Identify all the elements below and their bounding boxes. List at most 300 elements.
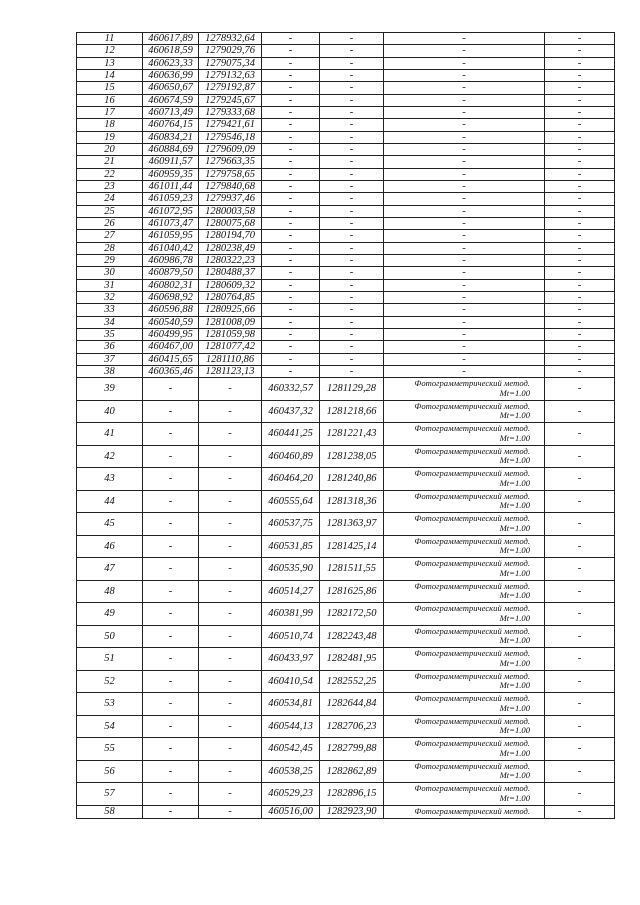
cell-y-new: - [320,205,384,217]
cell-y-old: - [199,535,262,558]
cell-error: - [545,279,615,291]
cell-y-new: 1281221,43 [320,423,384,446]
cell-x-old: 460365,46 [143,365,199,377]
cell-x-new: 460510,74 [262,625,320,648]
cell-point-number: 51 [77,648,143,671]
cell-point-number: 14 [77,69,143,81]
cell-x-new: 460516,00 [262,805,320,818]
cell-x-old: 460986,78 [143,254,199,266]
cell-method: - [384,279,545,291]
cell-method: - [384,180,545,192]
cell-y-new: - [320,119,384,131]
cell-y-new: - [320,304,384,316]
method-accuracy: Mt=1.00 [499,680,530,691]
cell-error: - [545,558,615,581]
cell-point-number: 39 [77,378,143,401]
cell-x-old: 460674,59 [143,94,199,106]
cell-y-old: 1279132,63 [199,69,262,81]
table-row [77,558,615,581]
cell-point-number: 52 [77,670,143,693]
coordinates-page [76,32,614,819]
cell-y-old: - [199,445,262,468]
cell-y-new: 1282896,15 [320,783,384,806]
cell-x-old: - [143,760,199,783]
cell-x-new: - [262,131,320,143]
cell-x-old: 461059,95 [143,230,199,242]
cell-y-old: 1279840,68 [199,180,262,192]
cell-x-old: - [143,783,199,806]
method-accuracy: Mt=1.00 [499,702,530,713]
cell-x-old: 460623,33 [143,57,199,69]
cell-method [384,715,545,738]
table-row [77,738,615,761]
cell-y-new: 1282799,88 [320,738,384,761]
cell-method: - [384,304,545,316]
cell-y-old: - [199,670,262,693]
method-accuracy: Mt=1.00 [499,567,530,578]
cell-y-new: - [320,341,384,353]
method-name: Фотограмметрический метод. [414,400,530,411]
cell-y-old: 1281123,13 [199,365,262,377]
cell-x-old: - [143,378,199,401]
cell-y-old: 1279663,35 [199,156,262,168]
cell-y-new: 1282172,50 [320,603,384,626]
cell-y-new: 1281129,28 [320,378,384,401]
cell-x-new: - [262,82,320,94]
table-row [77,230,615,242]
cell-error: - [545,353,615,365]
cell-y-old: - [199,490,262,513]
cell-point-number: 38 [77,365,143,377]
cell-error: - [545,693,615,716]
method-name: Фотограмметрический метод. [414,535,530,546]
table-row [77,423,615,446]
cell-method [384,783,545,806]
method-name: Фотограмметрический метод. [414,693,530,704]
cell-method [384,580,545,603]
cell-x-new: 460555,64 [262,490,320,513]
cell-x-new: 460332,57 [262,378,320,401]
cell-error: - [545,513,615,536]
cell-method: - [384,45,545,57]
table-row [77,94,615,106]
cell-method: - [384,131,545,143]
method-accuracy: Mt=1.00 [499,657,530,668]
cell-method: - [384,143,545,155]
cell-method [384,693,545,716]
cell-y-old: 1281059,98 [199,328,262,340]
cell-x-old: 461011,44 [143,180,199,192]
cell-error: - [545,468,615,491]
table-row [77,535,615,558]
cell-x-new: - [262,106,320,118]
cell-x-new: 460514,27 [262,580,320,603]
cell-y-new: - [320,316,384,328]
cell-x-old: 460618,59 [143,45,199,57]
cell-x-new: - [262,33,320,45]
cell-y-old: 1280764,85 [199,291,262,303]
cell-y-new: 1282862,89 [320,760,384,783]
table-row [77,400,615,423]
cell-y-old: 1279421,61 [199,119,262,131]
table-row [77,106,615,118]
cell-y-new: 1281363,97 [320,513,384,536]
cell-error: - [545,490,615,513]
cell-point-number: 57 [77,783,143,806]
table-row [77,603,615,626]
cell-x-old: - [143,445,199,468]
method-name: Фотограмметрический метод. [414,378,530,389]
cell-x-old: - [143,490,199,513]
cell-x-old: 460698,92 [143,291,199,303]
method-name: Фотограмметрический метод. [414,490,530,501]
cell-error: - [545,143,615,155]
cell-y-old: - [199,400,262,423]
cell-y-old: - [199,558,262,581]
method-name: Фотограмметрический метод. [414,468,530,479]
cell-point-number: 31 [77,279,143,291]
cell-x-new: - [262,119,320,131]
cell-x-new: - [262,242,320,254]
cell-error: - [545,180,615,192]
cell-error: - [545,45,615,57]
cell-x-new: 460381,99 [262,603,320,626]
cell-x-old: 460617,89 [143,33,199,45]
method-name: Фотограмметрический метод. [414,783,530,794]
cell-x-old: 460650,67 [143,82,199,94]
cell-method [384,468,545,491]
table-row [77,328,615,340]
cell-x-new: - [262,205,320,217]
cell-x-old: 461072,95 [143,205,199,217]
cell-method [384,805,545,818]
cell-x-old: 461059,23 [143,193,199,205]
cell-x-old: 460911,57 [143,156,199,168]
table-row [77,57,615,69]
cell-point-number: 18 [77,119,143,131]
method-name: Фотограмметрический метод. [414,603,530,614]
cell-error: - [545,738,615,761]
cell-method [384,445,545,468]
method-accuracy: Mt=1.00 [499,635,530,646]
cell-x-new: 460531,85 [262,535,320,558]
cell-y-old: 1278932,64 [199,33,262,45]
cell-x-old: 461040,42 [143,242,199,254]
cell-y-old: 1279192,87 [199,82,262,94]
cell-error: - [545,423,615,446]
method-name: Фотограмметрический метод. [414,625,530,636]
cell-y-new: - [320,328,384,340]
cell-error: - [545,760,615,783]
cell-point-number: 41 [77,423,143,446]
cell-point-number: 45 [77,513,143,536]
cell-error: - [545,316,615,328]
cell-method: - [384,365,545,377]
cell-y-old: - [199,423,262,446]
cell-x-new: 460464,20 [262,468,320,491]
cell-error: - [545,57,615,69]
cell-y-new: 1282481,95 [320,648,384,671]
cell-point-number: 33 [77,304,143,316]
cell-y-new: - [320,254,384,266]
cell-x-old: - [143,805,199,818]
cell-x-new: 460538,25 [262,760,320,783]
cell-error: - [545,69,615,81]
cell-x-new: 460433,97 [262,648,320,671]
cell-point-number: 21 [77,156,143,168]
table-row [77,715,615,738]
cell-method: - [384,156,545,168]
cell-y-old: - [199,715,262,738]
cell-y-old: - [199,648,262,671]
cell-point-number: 49 [77,603,143,626]
cell-method: - [384,242,545,254]
cell-method: - [384,316,545,328]
cell-point-number: 50 [77,625,143,648]
cell-y-old: 1279029,76 [199,45,262,57]
cell-x-old: - [143,738,199,761]
cell-error: - [545,33,615,45]
cell-error: - [545,400,615,423]
cell-y-old: - [199,760,262,783]
cell-error: - [545,267,615,279]
cell-method [384,490,545,513]
cell-y-new: - [320,365,384,377]
cell-x-new: - [262,193,320,205]
cell-error: - [545,580,615,603]
cell-point-number: 43 [77,468,143,491]
table-row [77,143,615,155]
cell-y-new: 1282644,84 [320,693,384,716]
cell-x-new: - [262,180,320,192]
table-row [77,119,615,131]
cell-point-number: 15 [77,82,143,94]
cell-y-old: 1279937,46 [199,193,262,205]
cell-error: - [545,217,615,229]
cell-method [384,738,545,761]
method-name: Фотограмметрический метод. [414,715,530,726]
cell-y-new: - [320,242,384,254]
cell-x-new: 460534,81 [262,693,320,716]
method-accuracy: Mt=1.00 [499,432,530,443]
cell-y-old: - [199,603,262,626]
cell-y-new: - [320,131,384,143]
cell-point-number: 58 [77,805,143,818]
table-row [77,217,615,229]
cell-x-old: - [143,715,199,738]
cell-x-new: 460535,90 [262,558,320,581]
cell-method: - [384,82,545,94]
cell-method: - [384,254,545,266]
table-row [77,648,615,671]
table-row [77,279,615,291]
cell-method: - [384,33,545,45]
cell-x-old: - [143,603,199,626]
cell-error: - [545,328,615,340]
cell-point-number: 55 [77,738,143,761]
cell-x-new: - [262,304,320,316]
cell-point-number: 24 [77,193,143,205]
cell-point-number: 46 [77,535,143,558]
cell-x-new: 460460,89 [262,445,320,468]
method-accuracy: Mt=1.00 [499,410,530,421]
table-row [77,490,615,513]
cell-error: - [545,341,615,353]
cell-error: - [545,242,615,254]
method-accuracy: Mt=1.00 [499,770,530,781]
cell-x-old: 460959,35 [143,168,199,180]
cell-point-number: 48 [77,580,143,603]
table-row [77,131,615,143]
cell-method: - [384,267,545,279]
cell-point-number: 40 [77,400,143,423]
cell-x-new: - [262,254,320,266]
cell-method: - [384,106,545,118]
cell-method [384,625,545,648]
table-row [77,82,615,94]
cell-x-new: - [262,156,320,168]
cell-x-new: 460542,45 [262,738,320,761]
method-accuracy: Mt=1.00 [499,387,530,398]
cell-method [384,558,545,581]
cell-method [384,760,545,783]
cell-error: - [545,156,615,168]
cell-x-new: - [262,365,320,377]
cell-y-old: - [199,378,262,401]
cell-y-old: - [199,783,262,806]
cell-x-new: - [262,45,320,57]
table-row [77,513,615,536]
cell-method: - [384,230,545,242]
cell-x-new: - [262,279,320,291]
cell-method [384,513,545,536]
cell-y-new: - [320,279,384,291]
cell-y-new: 1281511,55 [320,558,384,581]
cell-error: - [545,94,615,106]
cell-x-new: - [262,353,320,365]
cell-method: - [384,328,545,340]
cell-method [384,603,545,626]
cell-x-new: - [262,328,320,340]
cell-x-new: - [262,316,320,328]
coordinates-table [76,32,615,819]
cell-x-new: - [262,230,320,242]
cell-x-old: - [143,693,199,716]
cell-point-number: 12 [77,45,143,57]
cell-point-number: 22 [77,168,143,180]
cell-x-new: - [262,267,320,279]
cell-y-new: 1281318,36 [320,490,384,513]
cell-x-new: 460537,75 [262,513,320,536]
table-row [77,180,615,192]
cell-method [384,423,545,446]
cell-y-new: - [320,168,384,180]
cell-method: - [384,94,545,106]
cell-y-new: - [320,57,384,69]
table-row [77,254,615,266]
cell-error: - [545,378,615,401]
cell-point-number: 32 [77,291,143,303]
method-accuracy: Mt=1.00 [499,612,530,623]
cell-y-old: - [199,738,262,761]
cell-x-old: 460802,31 [143,279,199,291]
cell-point-number: 35 [77,328,143,340]
cell-x-old: 460764,15 [143,119,199,131]
method-accuracy: Mt=1.00 [499,725,530,736]
cell-y-new: - [320,33,384,45]
method-accuracy: Mt=1.00 [499,792,530,803]
cell-y-new: 1282706,23 [320,715,384,738]
table-row [77,45,615,57]
cell-error: - [545,82,615,94]
method-name: Фотограмметрический метод. [414,580,530,591]
cell-x-new: 460441,25 [262,423,320,446]
cell-method: - [384,205,545,217]
cell-x-new: - [262,57,320,69]
cell-y-new: 1282243,48 [320,625,384,648]
cell-method [384,400,545,423]
cell-point-number: 42 [77,445,143,468]
table-row [77,760,615,783]
cell-y-new: 1281238,05 [320,445,384,468]
method-name: Фотограмметрический метод. [414,806,530,817]
cell-y-old: 1280609,32 [199,279,262,291]
table-row [77,580,615,603]
cell-x-old: - [143,535,199,558]
table-row [77,353,615,365]
cell-y-new: - [320,291,384,303]
cell-y-old: 1281110,86 [199,353,262,365]
cell-method [384,535,545,558]
cell-y-old: 1279758,65 [199,168,262,180]
method-name: Фотограмметрический метод. [414,760,530,771]
cell-error: - [545,625,615,648]
table-row [77,365,615,377]
cell-point-number: 28 [77,242,143,254]
cell-error: - [545,193,615,205]
table-row [77,193,615,205]
cell-x-old: 460540,59 [143,316,199,328]
table-row [77,445,615,468]
cell-x-old: - [143,513,199,536]
method-name: Фотограмметрический метод. [414,513,530,524]
cell-error: - [545,805,615,818]
cell-x-old: 460499,95 [143,328,199,340]
table-row [77,33,615,45]
method-name: Фотограмметрический метод. [414,670,530,681]
table-row [77,341,615,353]
cell-y-old: 1279245,67 [199,94,262,106]
cell-y-old: 1279333,68 [199,106,262,118]
cell-method: - [384,193,545,205]
cell-y-new: - [320,45,384,57]
cell-x-old: - [143,648,199,671]
cell-x-old: 461073,47 [143,217,199,229]
cell-point-number: 56 [77,760,143,783]
method-accuracy: Mt=1.00 [499,545,530,556]
table-row [77,304,615,316]
cell-method: - [384,69,545,81]
cell-point-number: 53 [77,693,143,716]
cell-x-old: 460415,65 [143,353,199,365]
cell-y-new: - [320,267,384,279]
cell-error: - [545,304,615,316]
cell-method [384,670,545,693]
cell-x-new: - [262,94,320,106]
cell-error: - [545,365,615,377]
cell-error: - [545,535,615,558]
cell-y-new: 1282923,90 [320,805,384,818]
